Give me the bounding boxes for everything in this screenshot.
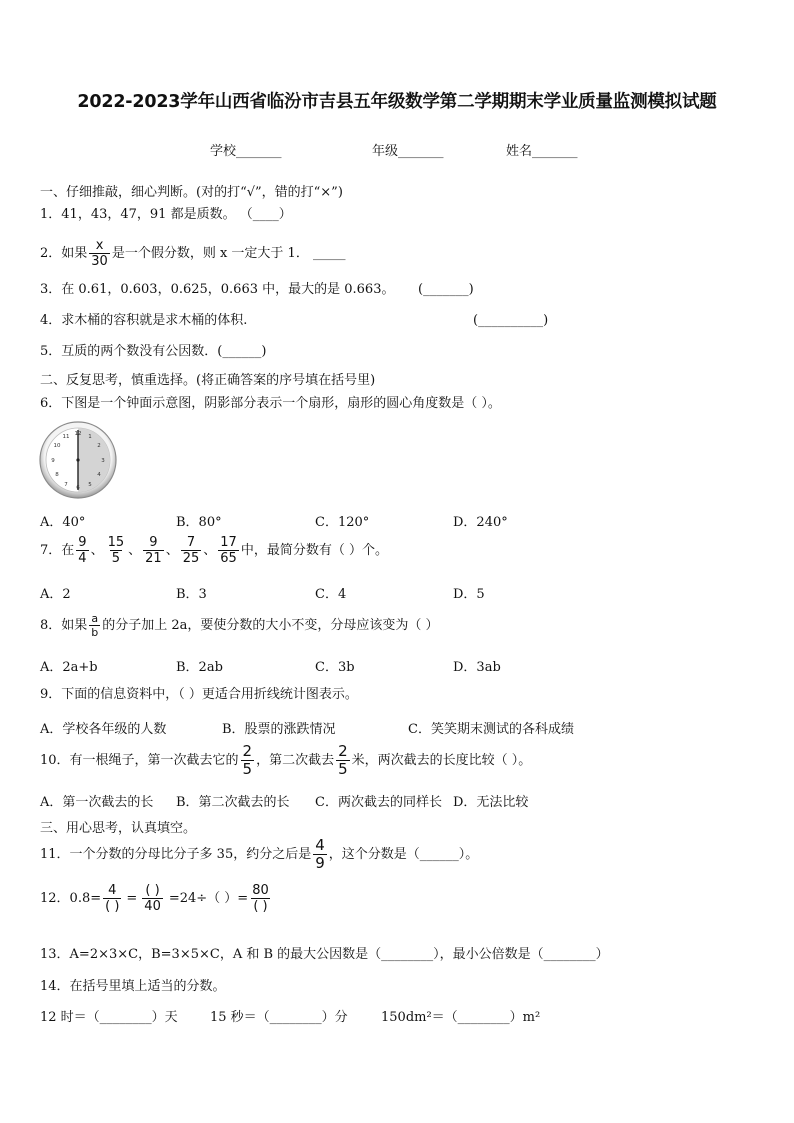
q8-text-pre: 8．如果	[40, 617, 88, 633]
question-11	[40, 838, 478, 871]
school-field: 学校_______	[210, 144, 282, 159]
question-10	[40, 744, 531, 777]
q12-f3-denominator: ( )	[253, 899, 268, 914]
q10-denominator-2: 5	[338, 760, 348, 778]
q7-denominator: 65	[220, 551, 237, 566]
section-2-heading: 二、反复思考，慎重选择。(将正确答案的序号填在括号里)	[40, 373, 376, 388]
question-4: 4．求木桶的容积就是求木桶的体积.	[40, 313, 248, 328]
q10-fraction-2	[336, 744, 350, 777]
q9-option-b: B．股票的涨跌情况	[222, 722, 336, 737]
q10-text-pre: 10．有一根绳子，第一次截去它的	[40, 752, 239, 768]
grade-field: 年级_______	[372, 144, 444, 159]
q10-numerator-1: 2	[242, 742, 253, 760]
question-3-blank: (_______)	[418, 282, 474, 297]
q10-denominator-1: 5	[242, 760, 253, 778]
q8-option-c: C．3b	[315, 660, 355, 675]
q8-numerator: a	[91, 612, 99, 625]
q2-text-pre: 2．如果	[40, 246, 88, 261]
q7-denominator: 4	[78, 551, 87, 566]
clock-number: 3	[101, 458, 105, 464]
q10-numerator-2: 2	[338, 742, 348, 760]
page-title: 2022-2023学年山西省临汾市吉县五年级数学第二学期期末学业质量监测模拟试题	[77, 92, 717, 112]
q8-text-post: 的分子加上 2a，要使分数的大小不变，分母应该变为（ ）	[102, 617, 439, 633]
q10-option-c: C．两次截去的同样长	[315, 795, 442, 810]
q7-option-a: A．2	[40, 587, 71, 602]
q7-fraction	[106, 536, 127, 565]
question-5: 5．互质的两个数没有公因数．(______)	[40, 344, 267, 359]
q7-numerator: 15	[107, 535, 125, 550]
q12-equals: =	[126, 890, 138, 906]
question-6: 6．下图是一个钟面示意图，阴影部分表示一个扇形，扇形的圆心角度数是（ ）。	[40, 396, 501, 411]
q2-fraction	[89, 239, 110, 268]
question-1: 1．41，43，47，91 都是质数。 （____）	[40, 207, 292, 222]
q7-separator: 、	[165, 542, 179, 558]
q6-option-d: D．240°	[453, 515, 508, 530]
question-8	[40, 613, 439, 638]
clock-number: 7	[64, 482, 68, 488]
clock-number: 4	[97, 472, 101, 478]
q7-numerator: 9	[149, 535, 158, 550]
q6-option-b: B．80°	[176, 515, 222, 530]
q7-numerator: 9	[78, 535, 87, 550]
q12-fraction-2	[142, 884, 163, 913]
clock-center	[76, 458, 79, 461]
q6-option-c: C．120°	[315, 515, 370, 530]
q8-option-a: A．2a+b	[40, 660, 98, 675]
q12-f3-numerator: 80	[252, 883, 269, 898]
clock-number: 12	[74, 431, 82, 437]
clock-number: 9	[51, 458, 55, 464]
q7-text-pre: 7．在	[40, 542, 75, 558]
q2-denominator: 30	[91, 254, 108, 269]
question-4-blank: (__________)	[473, 313, 549, 328]
q7-separator: 、	[90, 542, 104, 558]
q11-fraction	[313, 838, 327, 871]
clock-number: 5	[88, 482, 92, 488]
q12-f2-numerator: ( )	[145, 883, 160, 898]
name-field: 姓名_______	[506, 144, 578, 159]
question-9: 9．下面的信息资料中，（ ）更适合用折线统计图表示。	[40, 687, 358, 702]
q7-separator: 、	[128, 542, 142, 558]
clock-number: 11	[62, 434, 70, 440]
q12-f1-denominator: ( )	[105, 899, 120, 914]
q12-fraction-3	[250, 884, 271, 913]
q8-option-b: B．2ab	[176, 660, 223, 675]
clock-number: 1	[88, 434, 92, 440]
q12-f2-denominator: 40	[144, 899, 161, 914]
q10-option-d: D．无法比较	[453, 795, 529, 810]
section-3-heading: 三、用心思考，认真填空。	[40, 821, 197, 836]
q9-option-c: C．笑笑期末测试的各科成绩	[408, 722, 574, 737]
q8-fraction	[89, 613, 100, 638]
q10-option-b: B．第二次截去的长	[176, 795, 290, 810]
q9-option-a: A．学校各年级的人数	[40, 722, 167, 737]
q10-fraction-1	[241, 744, 255, 777]
q8-denominator: b	[91, 626, 99, 639]
question-7	[40, 536, 388, 565]
q7-fraction	[218, 536, 239, 565]
q12-text-mid: =24÷（ ）=	[168, 890, 249, 906]
q12-text-pre: 12．0.8=	[40, 890, 102, 906]
q10-option-a: A．第一次截去的长	[40, 795, 154, 810]
q7-numerator: 17	[220, 535, 237, 550]
q10-text-mid: ，第二次截去	[256, 752, 335, 768]
question-2	[40, 239, 345, 268]
q7-text-post: 中，最简分数有（ ）个。	[240, 542, 388, 558]
clock-number: 2	[97, 443, 101, 449]
q7-numerator: 7	[186, 535, 196, 550]
q7-option-b: B．3	[176, 587, 207, 602]
q11-denominator: 9	[315, 854, 325, 872]
q12-fraction-1	[103, 884, 121, 913]
question-13: 13．A=2×3×C，B=3×5×C，A 和 B 的最大公因数是（________），最小公倍数是（________）	[40, 947, 609, 962]
q7-option-c: C．4	[315, 587, 347, 602]
q7-fraction	[76, 536, 88, 565]
clock-face-image	[38, 420, 118, 500]
q7-denominator: 21	[145, 551, 162, 566]
clock-number: 10	[53, 443, 61, 449]
clock-number: 8	[55, 472, 59, 478]
q14-item-1: 12 时＝（________）天	[40, 1010, 178, 1025]
section-1-heading: 一、仔细推敲，细心判断。(对的打“√”，错的打“×”)	[40, 185, 343, 200]
q6-option-a: A．40°	[40, 515, 86, 530]
q7-option-d: D．5	[453, 587, 485, 602]
q14-item-3: 150dm²＝（________）m²	[381, 1010, 541, 1025]
question-3: 3．在 0.61，0.603，0.625，0.663 中，最大的是 0.663。	[40, 282, 395, 297]
q11-numerator: 4	[315, 836, 325, 854]
q7-fraction	[143, 536, 164, 565]
q8-option-d: D．3ab	[453, 660, 501, 675]
q2-numerator: x	[95, 238, 104, 253]
q12-f1-numerator: 4	[108, 883, 117, 898]
q14-item-2: 15 秒＝（________）分	[210, 1010, 348, 1025]
question-14: 14．在括号里填上适当的分数。	[40, 979, 226, 994]
q7-fraction	[181, 536, 202, 565]
clock-number: 6	[76, 485, 80, 491]
q11-text-pre: 11．一个分数的分母比分子多 35，约分之后是	[40, 846, 312, 862]
q11-text-post: ，这个分数是（______）。	[328, 846, 479, 862]
q2-text-post: 是一个假分数，则 x 一定大于 1． _____	[111, 246, 346, 261]
q7-separator: 、	[203, 542, 217, 558]
q7-denominator: 5	[111, 551, 120, 566]
q10-text-post: 米，两次截去的长度比较（ ）。	[351, 752, 532, 768]
question-12	[40, 884, 273, 913]
q7-denominator: 25	[182, 551, 200, 566]
